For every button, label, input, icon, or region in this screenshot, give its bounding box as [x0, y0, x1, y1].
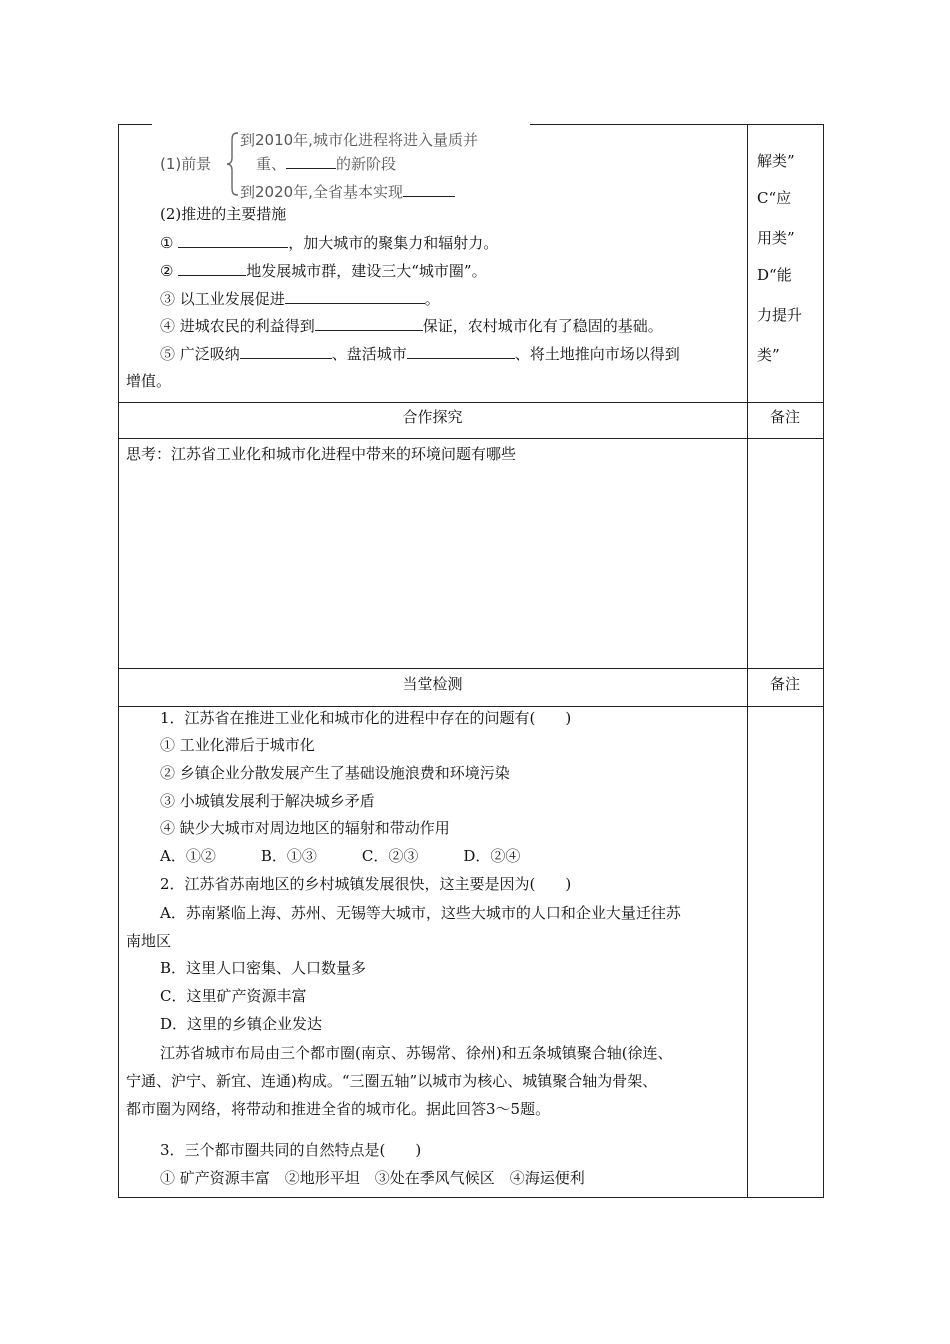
measure-4: [160, 316, 663, 336]
side-note-3: 用类”: [757, 229, 795, 247]
q2-option-a: A．苏南紧临上海、苏州、无锡等大城市，这些大城市的人口和企业大量迁往苏: [160, 904, 681, 922]
q3-stem: 3．三个都市圈共同的自然特点是( ): [160, 1141, 422, 1159]
measures-title: (2)推进的主要措施: [160, 205, 287, 223]
measure-2-suffix: 地发展城市群，建设三大“城市圈”。: [246, 262, 487, 280]
measure-4-suffix: 保证，农村城市化有了稳固的基础。: [422, 317, 663, 335]
prospect-line-2-suffix: 的新阶段: [336, 155, 397, 173]
measure-5-mid: 、盘活城市: [331, 345, 407, 363]
prospect-line-2: [256, 154, 396, 174]
prospect-line-1: 到2010年,城市化进程将进入量质并: [240, 131, 478, 149]
q3-items: ① 矿产资源丰富 ②地形平坦 ③处在季风气候区 ④海运便利: [160, 1169, 585, 1187]
answer-blank[interactable]: [240, 344, 332, 359]
measure-3-suffix: 。: [424, 290, 440, 308]
side-note-1: 解类”: [757, 152, 795, 170]
q2-option-d: D．这里的乡镇企业发达: [160, 1015, 323, 1033]
answer-blank[interactable]: [286, 154, 336, 169]
measure-1-prefix: ①: [160, 234, 174, 252]
table-top-border-right: [530, 124, 824, 125]
q2-option-c: C．这里矿产资源丰富: [160, 987, 307, 1005]
q1-item-4: ④ 缺少大城市对周边地区的辐射和带动作用: [160, 819, 450, 837]
answer-blank[interactable]: [315, 316, 423, 331]
prospect-line-3-text: 到2020年,全省基本实现: [240, 183, 403, 201]
measure-3: [160, 289, 440, 309]
measure-5-continuation: 增值。: [126, 372, 172, 390]
curly-brace-icon: [226, 132, 240, 196]
measure-5-suffix: 、将土地推向市场以得到: [514, 345, 680, 363]
q2-stem: 2．江苏省苏南地区的乡村城镇发展很快，这主要是因为( ): [160, 875, 572, 893]
side-note-6: 类”: [757, 346, 780, 364]
coop-prompt: 思考：江苏省工业化和城市化进程中带来的环境问题有哪些: [126, 445, 517, 463]
prospect-line-2-prefix: 重、: [256, 155, 287, 173]
answer-blank[interactable]: [178, 233, 288, 248]
row-divider-3: [118, 668, 824, 669]
measure-5-prefix: ⑤ 广泛吸纳: [160, 345, 240, 363]
coop-notes-header: 备注: [769, 408, 800, 426]
table-bottom-border: [118, 1197, 824, 1198]
passage-line-3: 都市圈为网络，将带动和推进全省的城市化。据此回答3～5题。: [126, 1100, 551, 1118]
row-divider-2: [118, 438, 824, 439]
measure-2-prefix: ②: [160, 262, 174, 280]
measure-3-prefix: ③ 以工业发展促进: [160, 290, 285, 308]
row-divider-1: [118, 402, 824, 403]
answer-blank[interactable]: [403, 182, 455, 197]
answer-blank[interactable]: [178, 261, 246, 276]
test-header: 当堂检测: [402, 675, 463, 693]
q1-item-1: ① 工业化滞后于城市化: [160, 736, 315, 754]
side-note-5: 力提升: [757, 306, 803, 324]
q1-item-3: ③ 小城镇发展利于解决城乡矛盾: [160, 792, 375, 810]
answer-blank[interactable]: [407, 344, 515, 359]
table-right-border: [823, 124, 824, 1198]
passage-line-2: 宁通、沪宁、新宜、连通)构成。“三圈五轴”以城市为核心、城镇聚合轴为骨架、: [126, 1072, 658, 1090]
row-divider-4: [118, 706, 824, 707]
q1-options: A．①② B．①③ C．②③ D．②④: [160, 847, 521, 865]
passage-line-1: 江苏省城市布局由三个都市圈(南京、苏锡常、徐州)和五条城镇聚合轴(徐连、: [160, 1044, 673, 1062]
side-note-2: C“应: [757, 189, 792, 207]
measure-1: [160, 233, 498, 253]
q2-option-b: B．这里人口密集、人口数量多: [160, 959, 367, 977]
q1-stem: 1．江苏省在推进工业化和城市化的进程中存在的问题有( ): [160, 709, 572, 727]
measure-4-prefix: ④ 进城农民的利益得到: [160, 317, 315, 335]
side-note-4: D“能: [757, 266, 792, 284]
measure-5: [160, 344, 680, 364]
measure-2: [160, 261, 487, 281]
test-notes-header: 备注: [769, 675, 800, 693]
measure-1-suffix: ，加大城市的聚集力和辐射力。: [288, 234, 499, 252]
notes-column-divider: [747, 124, 748, 1198]
q1-item-2: ② 乡镇企业分散发展产生了基础设施浪费和环境污染: [160, 764, 510, 782]
answer-blank[interactable]: [285, 289, 425, 304]
coop-header: 合作探究: [402, 408, 463, 426]
q2-option-a-continuation: 南地区: [126, 932, 172, 950]
prospect-label: (1)前景: [160, 155, 212, 173]
prospect-line-3: [240, 182, 455, 202]
table-top-border-left: [118, 124, 152, 125]
table-left-border: [118, 124, 119, 1198]
